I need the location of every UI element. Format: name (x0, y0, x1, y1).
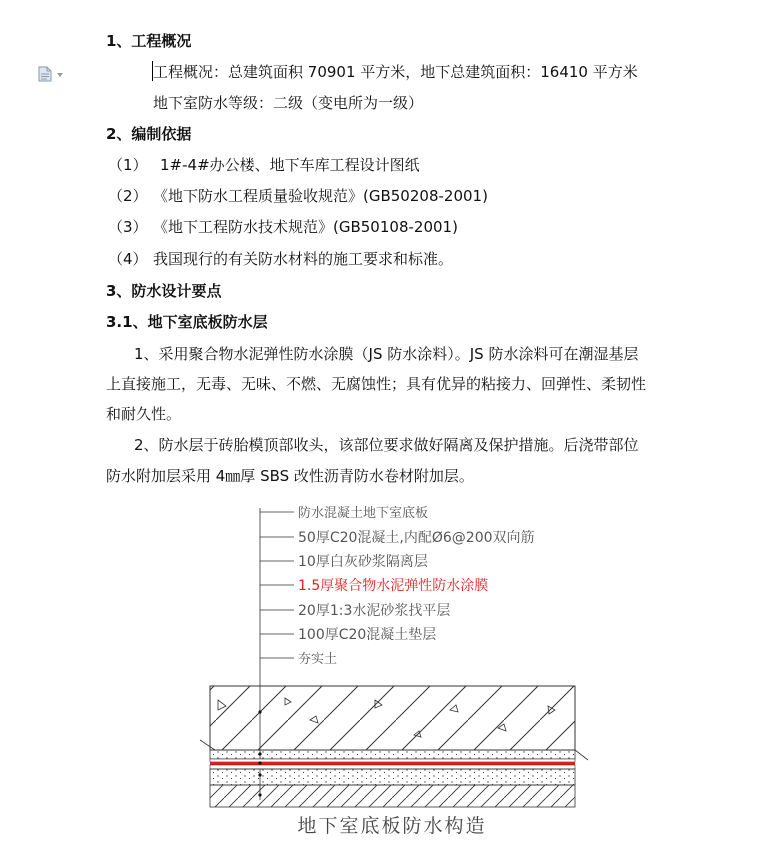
isolation-layer (210, 759, 575, 762)
label-ticks (260, 512, 294, 658)
section-3-heading: 3、防水设计要点 (106, 282, 222, 300)
section-3-1-heading: 3.1、地下室底板防水层 (106, 313, 268, 331)
paragraph-2-line: 防水附加层采用 4㎜厚 SBS 改性沥青防水卷材附加层。 (106, 467, 474, 485)
list-item-number: （4） (108, 250, 148, 268)
dropdown-arrow-icon[interactable] (57, 73, 63, 77)
project-overview-line: 工程概况：总建筑面积 70901 平方米，地下总建筑面积：16410 平方米 (153, 63, 638, 81)
diagram-caption: 地下室底板防水构造 (297, 815, 487, 837)
list-item-number: （3） (108, 218, 148, 236)
paragraph-2-line: 2、防水层于砖胎模顶部收头，该部位要求做好隔离及保护措施。后浇带部位 (134, 436, 639, 454)
layer-label-membrane: 1.5厚聚合物水泥弹性防水涂膜 (298, 578, 489, 594)
list-item-number: （1） (108, 156, 148, 174)
layer-label-slab: 防水混凝土地下室底板 (298, 506, 429, 521)
aggregate-marks (218, 698, 555, 737)
layer-label-concrete: 50厚C20混凝土,内配Ø6@200双向筋 (298, 530, 535, 546)
membrane-layer (210, 762, 575, 765)
document-icon[interactable] (38, 66, 52, 82)
paragraph-1-line: 1、采用聚合物水泥弹性防水涂膜（JS 防水涂料）。JS 防水涂料可在潮湿基层 (134, 345, 639, 363)
section-1-heading: 1、工程概况 (106, 32, 192, 50)
slab-layer (210, 686, 575, 750)
soil-layer (210, 785, 575, 807)
layer-label-screed: 20厚1:3水泥砂浆找平层 (298, 603, 451, 619)
list-item: 我国现行的有关防水材料的施工要求和标准。 (153, 250, 454, 268)
screed-layer (210, 765, 575, 769)
list-item-number: （2） (108, 187, 148, 205)
waterproof-grade-line: 地下室防水等级：二级（变电所为一级） (153, 94, 424, 112)
layer-label-soil: 夯实土 (298, 652, 338, 667)
paragraph-1-line: 和耐久性。 (106, 405, 182, 423)
concrete-layer (210, 750, 575, 759)
list-item: 《地下防水工程质量验收规范》(GB50208-2001) (153, 187, 488, 205)
layer-label-cushion: 100厚C20混凝土垫层 (298, 627, 437, 643)
cushion-layer (210, 769, 575, 785)
list-item: 《地下工程防水技术规范》(GB50108-2001) (153, 218, 458, 236)
section-2-heading: 2、编制依据 (106, 125, 192, 143)
layer-label-isolation: 10厚白灰砂浆隔离层 (298, 554, 428, 570)
leader-dots (258, 710, 261, 796)
paragraph-1-line: 上直接施工，无毒、无味、不燃、无腐蚀性；具有优异的粘接力、回弹性、柔韧性 (106, 375, 647, 393)
list-item: 1#-4#办公楼、地下车库工程设计图纸 (160, 156, 420, 174)
